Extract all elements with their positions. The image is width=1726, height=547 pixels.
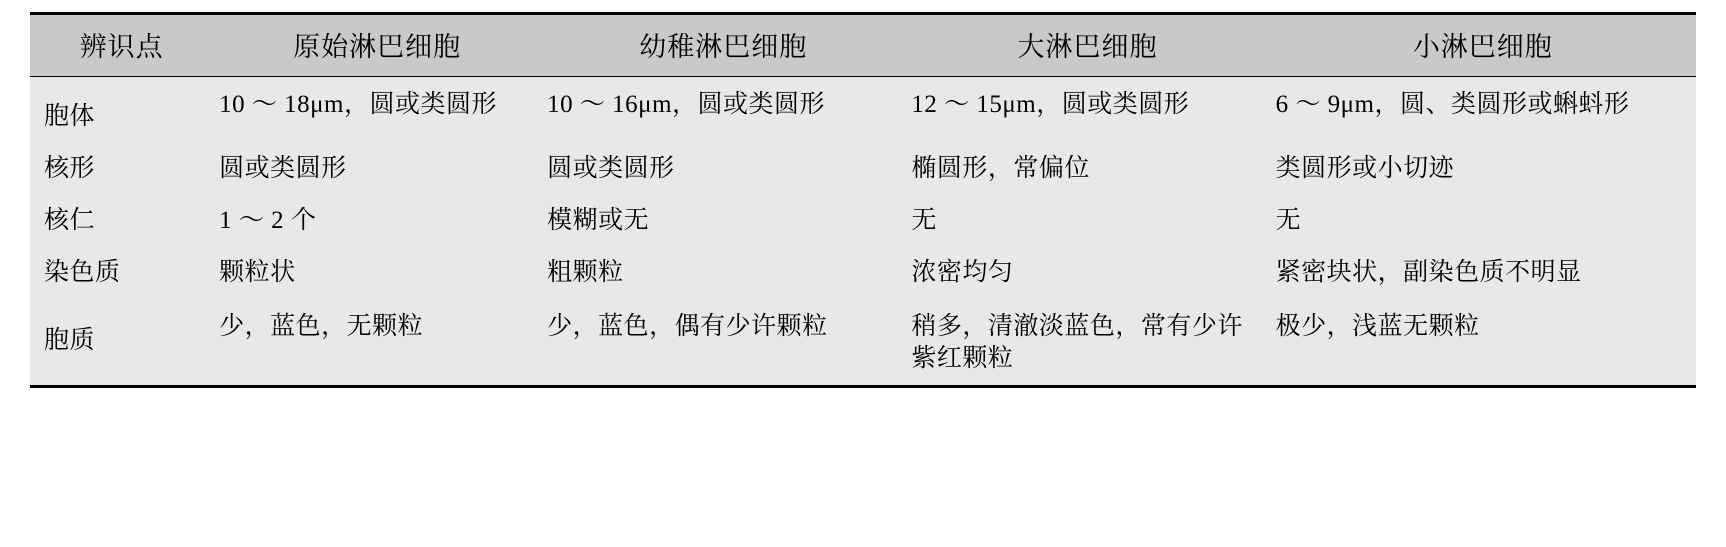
table-cell: 椭圆形，常偏位 xyxy=(911,155,1090,182)
column-header-small-lymphocyte: 小淋巴细胞 xyxy=(1270,14,1696,77)
row-label-chromatin: 染色质 xyxy=(44,259,121,286)
column-header-lymphoblast: 原始淋巴细胞 xyxy=(213,14,541,77)
table-row xyxy=(30,143,1696,195)
comparison-table-container xyxy=(30,12,1696,535)
table-cell: 粗颗粒 xyxy=(547,259,624,286)
table-row xyxy=(30,299,1696,387)
table-cell: 稍多，清澈淡蓝色，常有少许紫红颗粒 xyxy=(911,313,1243,372)
table-cell: 颗粒状 xyxy=(219,259,296,286)
table-header xyxy=(30,14,1696,77)
table-cell: 1 ～ 2 个 xyxy=(219,207,317,234)
table-cell: 无 xyxy=(911,207,937,234)
table-cell: 6 ～ 9μm，圆、类圆形或蝌蚪形 xyxy=(1275,91,1630,118)
table-cell: 12 ～ 15μm，圆或类圆形 xyxy=(911,91,1190,118)
column-header-large-lymphocyte: 大淋巴细胞 xyxy=(905,14,1269,77)
table-body xyxy=(30,77,1696,387)
table-cell: 少，蓝色，偶有少许颗粒 xyxy=(547,313,828,340)
table-cell: 圆或类圆形 xyxy=(219,155,347,182)
table-cell: 少，蓝色，无颗粒 xyxy=(219,313,424,340)
table-cell: 极少，浅蓝无颗粒 xyxy=(1275,313,1480,340)
row-label-cell-body: 胞体 xyxy=(44,103,96,130)
table-cell: 类圆形或小切迹 xyxy=(1275,155,1455,182)
table-cell: 浓密均匀 xyxy=(911,259,1014,286)
table-header-row xyxy=(30,14,1696,77)
table-cell: 紧密块状，副染色质不明显 xyxy=(1275,259,1582,286)
row-label-nucleus-shape: 核形 xyxy=(44,155,96,182)
table-cell: 圆或类圆形 xyxy=(547,155,675,182)
table-cell: 模糊或无 xyxy=(547,207,650,234)
table-row xyxy=(30,247,1696,299)
table-cell: 10 ～ 18μm，圆或类圆形 xyxy=(219,91,498,118)
table-cell: 10 ～ 16μm，圆或类圆形 xyxy=(547,91,826,118)
row-label-nucleolus: 核仁 xyxy=(44,207,96,234)
row-label-cytoplasm: 胞质 xyxy=(44,327,96,354)
table-cell: 无 xyxy=(1275,207,1302,234)
column-header-prolymphocyte: 幼稚淋巴细胞 xyxy=(541,14,905,77)
lymphocyte-comparison-table xyxy=(30,12,1696,388)
table-row xyxy=(30,77,1696,144)
table-row xyxy=(30,195,1696,247)
column-header-criteria: 辨识点 xyxy=(30,14,213,77)
